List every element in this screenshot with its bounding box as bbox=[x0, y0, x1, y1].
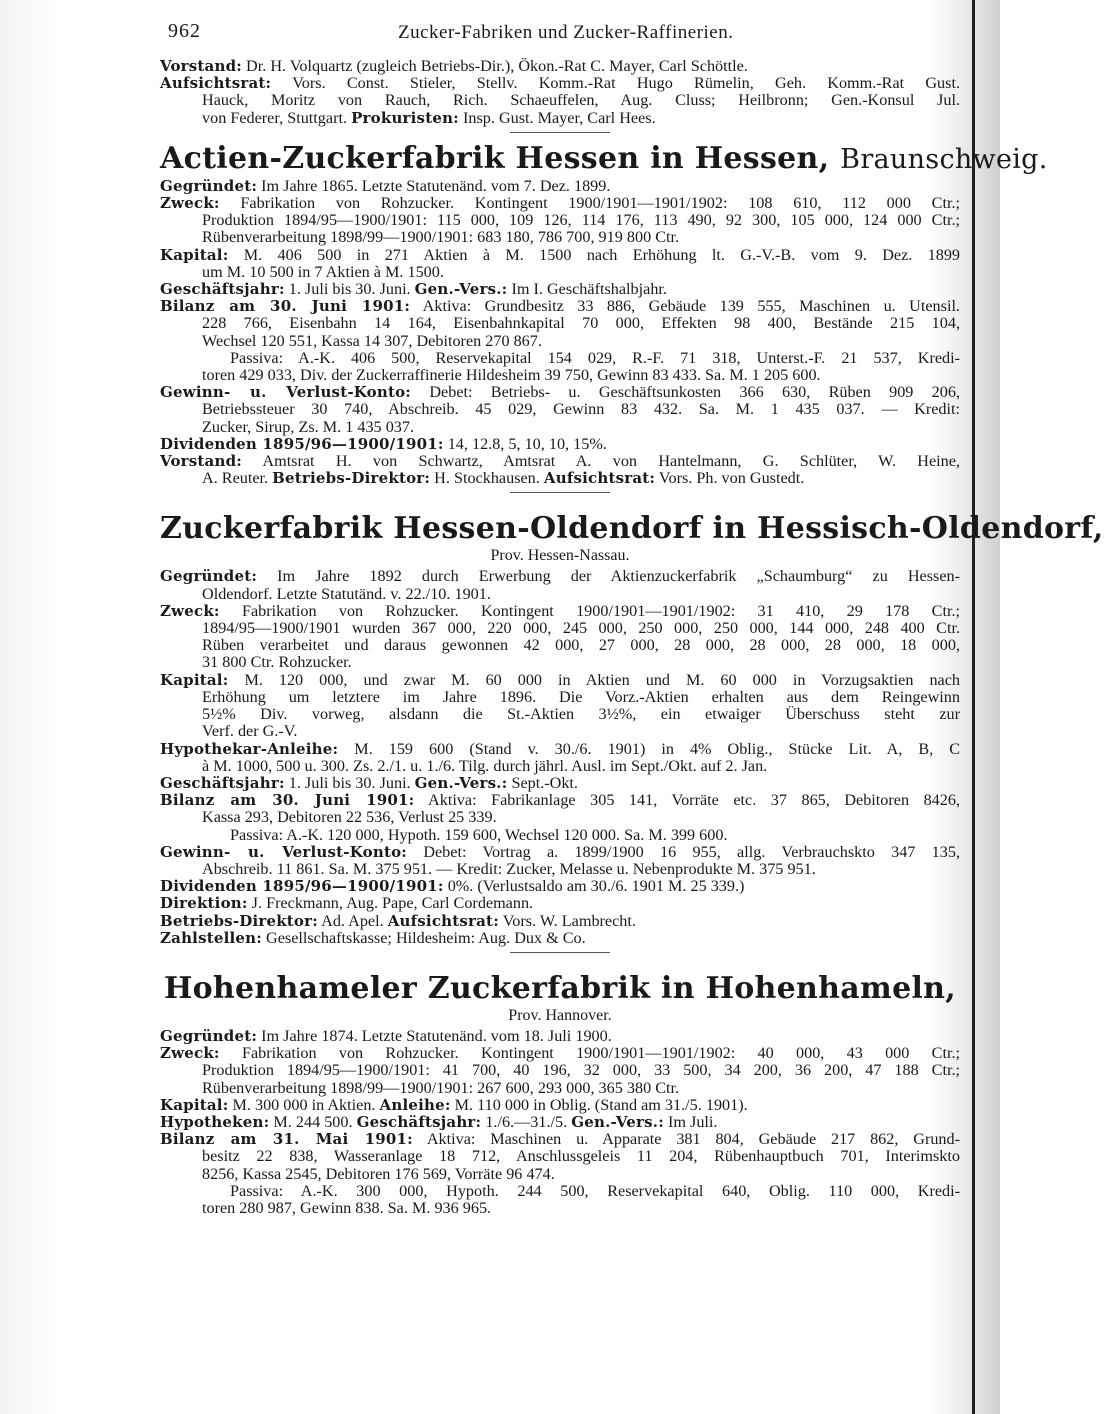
field-text: 1./6.—31./5. bbox=[485, 1112, 568, 1131]
field-text: 14, 12.8, 5, 10, 10, 15%. bbox=[447, 434, 607, 453]
field-label: Gen.-Vers.: bbox=[414, 773, 508, 792]
entry-line bbox=[160, 470, 960, 487]
field-label: Zweck: bbox=[160, 194, 220, 213]
entry-line bbox=[160, 741, 960, 758]
field-text: Ad. Apel. bbox=[321, 911, 384, 930]
entry-line bbox=[160, 775, 960, 792]
entry-line bbox=[160, 809, 960, 826]
field-label: Gen.-Vers.: bbox=[571, 1112, 664, 1131]
field-label: Aufsichtsrat: bbox=[387, 911, 499, 930]
entry-line bbox=[160, 195, 960, 212]
section-rule bbox=[510, 492, 610, 493]
field-label: Geschäftsjahr: bbox=[356, 1112, 482, 1131]
field-text: Dr. H. Volquartz (zugleich Betriebs-Dir.), Ökon.-Rat C. Mayer, Carl Schöttle. bbox=[246, 57, 748, 75]
entry-line bbox=[160, 212, 960, 229]
running-title: Zucker-Fabriken und Zucker-Raffinerien. bbox=[398, 22, 734, 43]
entry-line bbox=[160, 689, 960, 706]
entry-line bbox=[160, 568, 960, 585]
running-head bbox=[168, 14, 958, 48]
field-text: Amtsrat H. von Schwartz, Amtsrat A. von Hantelmann, G. Schlüter, W. Heine, bbox=[262, 452, 960, 471]
field-text: 0%. (Verlustsaldo am 30./6. 1901 M. 25 339.) bbox=[447, 877, 745, 896]
field-text: Im Jahre 1865. Letzte Statutenänd. vom 7. Dez. 1899. bbox=[261, 176, 611, 195]
field-label: Bilanz am 30. Juni 1901: bbox=[160, 297, 411, 316]
field-text: 8256, Kassa 2545, Debitoren 176 569, Vorräte 96 474. bbox=[202, 1164, 555, 1183]
company-name: Zuckerfabrik Hessen-Oldendorf in Hessisch-Oldendorf, bbox=[160, 511, 1104, 547]
field-text: Im I. Geschäftshalbjahr. bbox=[511, 280, 667, 299]
field-label: Kapital: bbox=[160, 1095, 229, 1114]
field-text: 1. Juli bis 30. Juni. bbox=[288, 773, 411, 792]
field-text: Debet: Betriebs- u. Geschäftsunkosten 366 630, Rüben 909 206, bbox=[429, 383, 961, 402]
company-title bbox=[160, 140, 1048, 178]
field-text: Insp. Gust. Mayer, Carl Hees. bbox=[462, 108, 656, 127]
field-text: A. Reuter. bbox=[202, 469, 269, 488]
entry-line bbox=[160, 672, 960, 689]
entry-line bbox=[160, 247, 960, 264]
entry-line bbox=[160, 1200, 960, 1217]
entry-line bbox=[160, 298, 960, 315]
field-text: M. 110 000 in Oblig. (Stand am 31./5. 1901). bbox=[454, 1095, 748, 1114]
field-label: Gegründet: bbox=[160, 567, 258, 586]
page-number: 962 bbox=[168, 20, 201, 42]
company-entry bbox=[160, 140, 1048, 494]
entry-line bbox=[160, 1148, 960, 1165]
entry-line bbox=[160, 92, 960, 109]
field-label: Hypothekar-Anleihe: bbox=[160, 739, 339, 758]
field-label: Gegründet: bbox=[160, 176, 258, 195]
field-label: Dividenden 1895/96—1900/1901: bbox=[160, 434, 444, 453]
intro-block bbox=[160, 58, 960, 133]
field-label: Aufsichtsrat: bbox=[543, 469, 656, 488]
entry-line bbox=[160, 1114, 960, 1131]
entry-line bbox=[160, 792, 960, 809]
field-label: Anleihe: bbox=[379, 1095, 451, 1114]
field-text: 228 766, Eisenbahn 14 164, Eisenbahnkapital 70 000, Effekten 98 400, Bestände 215 104, bbox=[202, 314, 960, 333]
field-label: Prokuristen: bbox=[351, 108, 459, 127]
entry-line bbox=[160, 229, 960, 246]
entry-line bbox=[160, 384, 960, 401]
entry-line bbox=[160, 913, 960, 930]
entry-line bbox=[160, 436, 960, 453]
field-label: Betriebs-Direktor: bbox=[160, 911, 318, 930]
field-text: 1894/95—1900/1901 wurden 367 000, 220 000, 245 000, 250 000, 250 000, 144 000, 248 400 Ctr. bbox=[202, 619, 960, 638]
field-text: H. Stockhausen. bbox=[434, 469, 540, 488]
field-text: Rübenverarbeitung 1898/99—1900/1901: 267 600, 293 000, 365 380 Ctr. bbox=[202, 1078, 680, 1097]
field-text: Hauck, Moritz von Rauch, Rich. Schaeuffelen, Aug. Cluss; Heilbronn; Gen.-Konsul Jul. bbox=[202, 91, 960, 110]
field-label: Vorstand: bbox=[160, 57, 242, 75]
company-title bbox=[160, 511, 1104, 547]
entry-line bbox=[160, 58, 960, 75]
entry-line bbox=[160, 1097, 960, 1114]
field-text: Im Juli. bbox=[668, 1112, 718, 1131]
entry-line bbox=[160, 264, 960, 281]
entry-line bbox=[160, 706, 960, 723]
field-label: Kapital: bbox=[160, 670, 229, 689]
field-text: von Federer, Stuttgart. bbox=[202, 108, 348, 127]
field-text: besitz 22 838, Wasseranlage 18 712, Anschlussgeleis 11 204, Rübenhauptbuch 701, Interimskto bbox=[202, 1147, 960, 1166]
field-text: Abschreib. 11 861. Sa. M. 375 951. — Kredit: Zucker, Melasse u. Nebenprodukte M. 375 951. bbox=[202, 859, 816, 878]
field-label: Bilanz am 30. Juni 1901: bbox=[160, 791, 415, 810]
entry-line bbox=[160, 281, 960, 298]
section-rule bbox=[510, 952, 610, 953]
field-label: Hypotheken: bbox=[160, 1112, 270, 1131]
entry-line bbox=[160, 654, 960, 671]
company-entry bbox=[160, 971, 960, 1217]
field-label: Kapital: bbox=[160, 245, 229, 264]
field-label: Gen.-Vers.: bbox=[414, 280, 508, 299]
entry-line bbox=[160, 453, 960, 470]
field-text: Rüben verarbeitet und daraus gewonnen 42 000, 27 000, 28 000, 28 000, 28 000, 18 000, bbox=[202, 636, 960, 655]
field-text: Aktiva: Grundbesitz 33 886, Gebäude 139 555, Maschinen u. Utensil. bbox=[422, 297, 960, 316]
field-text: M. 159 600 (Stand v. 30./6. 1901) in 4% Oblig., Stücke Lit. A, B, C bbox=[354, 739, 960, 758]
field-text: 31 800 Ctr. Rohzucker. bbox=[202, 653, 352, 672]
entry-line bbox=[160, 178, 960, 195]
field-text: Erhöhung um letztere im Jahre 1896. Die Vorz.-Aktien erhalten aus dem Reingewinn bbox=[202, 687, 960, 706]
entry-line bbox=[160, 878, 960, 895]
field-text: um M. 10 500 in 7 Aktien à M. 1500. bbox=[202, 262, 444, 281]
field-label: Dividenden 1895/96—1900/1901: bbox=[160, 877, 444, 896]
field-text: 1. Juli bis 30. Juni. bbox=[288, 280, 411, 299]
field-text: Im Jahre 1874. Letzte Statutenänd. vom 18. Juli 1900. bbox=[261, 1026, 612, 1045]
entry-line bbox=[160, 637, 960, 654]
field-label: Zweck: bbox=[160, 601, 220, 620]
field-label: Zahlstellen: bbox=[160, 928, 262, 947]
field-label: Bilanz am 31. Mai 1901: bbox=[160, 1130, 413, 1149]
field-text: Vors. Const. Stieler, Stellv. Komm.-Rat Hugo Rümelin, Geh. Komm.-Rat Gust. bbox=[292, 74, 960, 93]
field-text: Vors. W. Lambrecht. bbox=[502, 911, 636, 930]
field-label: Betriebs-Direktor: bbox=[272, 469, 431, 488]
company-location: Braunschweig. bbox=[840, 143, 1048, 175]
field-text: toren 280 987, Gewinn 838. Sa. M. 936 965. bbox=[202, 1198, 492, 1217]
field-label: Gewinn- u. Verlust-Konto: bbox=[160, 383, 412, 402]
province: Prov. Hessen-Nassau. bbox=[490, 547, 630, 565]
entry-line bbox=[160, 333, 960, 350]
company-sections bbox=[160, 140, 1104, 1217]
field-label: Gegründet: bbox=[160, 1026, 258, 1045]
field-text: Passiva: A.-K. 120 000, Hypoth. 159 600, Wechsel 120 000. Sa. M. 399 600. bbox=[230, 825, 728, 844]
field-text: Fabrikation von Rohzucker. Kontingent 1900/1901—1901/1902: 31 410, 29 178 Ctr.; bbox=[241, 601, 960, 620]
field-text: Aktiva: Maschinen u. Apparate 381 804, Gebäude 217 862, Grund- bbox=[426, 1130, 961, 1149]
field-text: Produktion 1894/95—1900/1901: 41 700, 40 196, 32 000, 33 500, 34 200, 36 200, 47 188 Ctr.; bbox=[202, 1061, 960, 1080]
field-text: M. 406 500 in 271 Aktien à M. 1500 nach Erhöhung lt. G.-V.-B. vom 9. Dez. 1899 bbox=[243, 245, 961, 264]
field-text: Debet: Vortrag a. 1899/1900 16 955, allg. Verbrauchskto 347 135, bbox=[423, 842, 960, 861]
field-text: Sept.-Okt. bbox=[511, 773, 578, 792]
entry-line bbox=[160, 1131, 960, 1148]
entry-line bbox=[160, 350, 960, 367]
company-name: Hohenhameler Zuckerfabrik in Hohenhameln, bbox=[163, 970, 957, 1006]
entry-line bbox=[160, 110, 960, 127]
field-text: M. 300 000 in Aktien. bbox=[232, 1095, 376, 1114]
entry-line bbox=[160, 1166, 960, 1183]
field-text: Passiva: A.-K. 300 000, Hypoth. 244 500, Reservekapital 640, Oblig. 110 000, Kredi- bbox=[230, 1181, 960, 1200]
province: Prov. Hannover. bbox=[508, 1006, 612, 1024]
field-text: 5½% Div. vorweg, alsdann die St.-Aktien 3½%, ein etwaiger Überschuss steht zur bbox=[202, 705, 960, 724]
entry-line bbox=[160, 1045, 960, 1062]
entry-line bbox=[160, 827, 960, 844]
field-text: Im Jahre 1892 durch Erwerbung der Aktienzuckerfabrik „Schaumburg“ zu Hessen- bbox=[277, 567, 960, 586]
entry-line bbox=[160, 1062, 960, 1079]
entry-line bbox=[160, 75, 960, 92]
field-label: Geschäftsjahr: bbox=[160, 773, 285, 792]
field-label: Vorstand: bbox=[160, 452, 242, 471]
field-text: Wechsel 120 551, Kassa 14 307, Debitoren 270 867. bbox=[202, 331, 542, 350]
entry-line bbox=[160, 1183, 960, 1200]
company-entry bbox=[160, 511, 1104, 952]
entry-line bbox=[160, 367, 960, 384]
entry-line bbox=[160, 603, 960, 620]
company-name: Actien-Zuckerfabrik Hessen in Hessen, bbox=[160, 140, 830, 176]
field-text: Vors. Ph. von Gustedt. bbox=[658, 469, 805, 488]
field-text: Produktion 1894/95—1900/1901: 115 000, 109 126, 114 176, 113 490, 92 300, 105 000, 124 000 Ctr.; bbox=[202, 211, 960, 230]
page-edge-shadow bbox=[972, 0, 975, 1414]
entry-line bbox=[160, 723, 960, 740]
field-text: Fabrikation von Rohzucker. Kontingent 1900/1901—1901/1902: 40 000, 43 000 Ctr.; bbox=[241, 1044, 960, 1063]
field-label: Geschäftsjahr: bbox=[160, 280, 285, 299]
field-text: Kassa 293, Debitoren 22 536, Verlust 25 339. bbox=[202, 808, 497, 827]
entry-line bbox=[160, 401, 960, 418]
field-text: Verf. der G.-V. bbox=[202, 722, 298, 741]
field-text: J. Freckmann, Aug. Pape, Carl Cordemann. bbox=[251, 894, 534, 913]
field-text: à M. 1000, 500 u. 300. Zs. 2./1. u. 1./6. Tilg. durch jährl. Ausl. im Sept./Okt. auf 2. Jan. bbox=[202, 756, 768, 775]
field-label: Direktion: bbox=[160, 894, 248, 913]
field-text: Zucker, Sirup, Zs. M. 1 435 037. bbox=[202, 417, 415, 436]
field-text: Gesellschaftskasse; Hildesheim: Aug. Dux & Co. bbox=[266, 928, 586, 947]
entry-line bbox=[160, 419, 960, 436]
field-text: Passiva: A.-K. 406 500, Reservekapital 154 029, R.-F. 71 318, Unterst.-F. 21 537, Kredi- bbox=[230, 348, 960, 367]
entry-line bbox=[160, 315, 960, 332]
field-text: Fabrikation von Rohzucker. Kontingent 1900/1901—1901/1902: 108 610, 112 000 Ctr.; bbox=[240, 194, 961, 213]
entry-line bbox=[160, 895, 960, 912]
field-label: Aufsichtsrat: bbox=[160, 74, 272, 93]
field-text: M. 120 000, und zwar M. 60 000 in Aktien und M. 60 000 in Vorzugsaktien nach bbox=[244, 670, 961, 689]
field-text: Rübenverarbeitung 1898/99—1900/1901: 683 180, 786 700, 919 800 Ctr. bbox=[202, 228, 680, 247]
field-text: toren 429 033, Div. der Zuckerraffinerie Hildesheim 39 750, Gewinn 83 433. Sa. M. 1 205 600. bbox=[202, 366, 821, 385]
entry-line bbox=[160, 930, 960, 947]
field-text: Oldendorf. Letzte Statutänd. v. 22./10. 1901. bbox=[202, 584, 491, 603]
entry-line bbox=[160, 620, 960, 637]
entry-line bbox=[160, 861, 960, 878]
field-text: Betriebssteuer 30 740, Abschreib. 45 029, Gewinn 83 432. Sa. M. 1 435 037. — Kredit: bbox=[202, 400, 960, 419]
section-rule bbox=[510, 132, 610, 133]
field-label: Zweck: bbox=[160, 1044, 220, 1063]
entry-line bbox=[160, 586, 960, 603]
field-label: Gewinn- u. Verlust-Konto: bbox=[160, 842, 408, 861]
entry-line bbox=[160, 1080, 960, 1097]
page-body bbox=[160, 57, 1104, 1217]
company-title bbox=[160, 971, 960, 1007]
field-text: Aktiva: Fabrikanlage 305 141, Vorräte etc. 37 865, Debitoren 8426, bbox=[428, 791, 961, 810]
entry-line bbox=[160, 758, 960, 775]
entry-line bbox=[160, 1028, 960, 1045]
field-text: M. 244 500. bbox=[273, 1112, 353, 1131]
entry-line bbox=[160, 844, 960, 861]
